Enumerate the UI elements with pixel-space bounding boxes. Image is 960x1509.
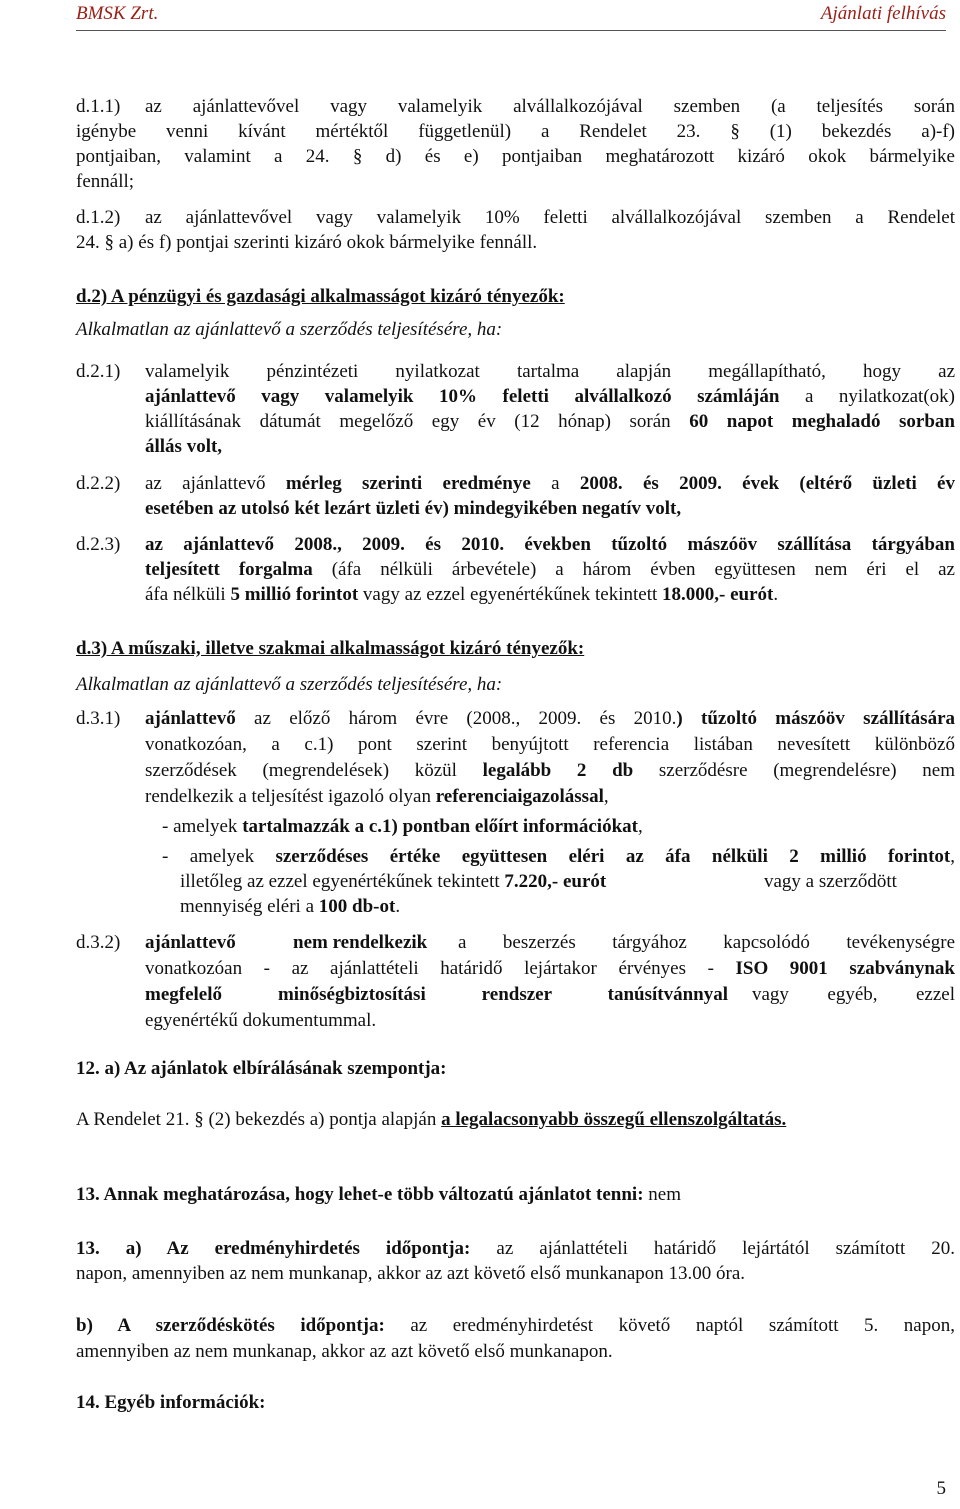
d3-heading: d.3) A műszaki, illetve szakmai alkalmasságot kizáró tényezők: <box>76 638 585 659</box>
item-label-d22: d.2.2) <box>76 473 121 494</box>
s14-heading: 14. Egyéb információk: <box>76 1392 266 1413</box>
d21-line2: ajánlattevő vagy valamelyik 10% feletti alvállalkozó számláján a nyilatkozat(ok) <box>145 386 955 407</box>
s12-heading: 12. a) Az ajánlatok elbírálásának szempontja: <box>76 1058 447 1079</box>
s13b-line1: b) A szerződéskötés időpontja: az eredményhirdetést követő naptól számított 5. napon, <box>76 1315 955 1336</box>
d22-line2: esetében az utolsó két lezárt üzleti év) mindegyikében negatív volt, <box>145 498 682 519</box>
d3-intro: Alkalmatlan az ajánlattevő a szerződés teljesítésére, ha: <box>76 674 503 695</box>
d32-line4: egyenértékű dokumentummal. <box>145 1010 377 1031</box>
item-label-d31: d.3.1) <box>76 708 121 729</box>
d31-line2: vonatkozóan, a c.1) pont szerint benyújtott referencia listában nevesített különböző <box>145 734 955 755</box>
d31-bullet1: - amelyek tartalmazzák a c.1) pontban előírt információkat, <box>162 816 643 837</box>
d32-line3-rest: vagy egyéb, ezzel <box>752 984 955 1005</box>
item-label-d11: d.1.1) <box>76 96 121 117</box>
d23-line3: áfa nélküli 5 millió forintot vagy az ezzel egyenértékűnek tekintett 18.000,- eurót. <box>145 584 779 605</box>
d32-word1: ajánlattevő <box>145 932 236 953</box>
s13a-line2: napon, amennyiben az nem munkanap, akkor az azt követő első munkanapon 13.00 óra. <box>76 1263 746 1284</box>
s13b-line2: amennyiben az nem munkanap, akkor az azt követő első munkanapon. <box>76 1341 613 1362</box>
s13-line: 13. Annak meghatározása, hogy lehet-e több változatú ajánlatot tenni: nem <box>76 1184 682 1205</box>
d32-line2: vonatkozóan - az ajánlattételi határidő lejártakor érvényes - ISO 9001 szabványnak <box>145 958 955 979</box>
d22-line1: az ajánlattevő mérleg szerinti eredménye a 2008. és 2009. évek (eltérő üzleti év <box>145 473 955 494</box>
d12-line1: az ajánlattevővel vagy valamelyik 10% feletti alvállalkozójával szemben a Rendelet <box>145 207 955 228</box>
s12-text: A Rendelet 21. § (2) bekezdés a) pontja alapján a legalacsonyabb összegű ellenszolgáltatás. <box>76 1109 787 1130</box>
d11-line4: fennáll; <box>76 171 135 192</box>
header-doc-type: Ajánlati felhívás <box>820 3 946 24</box>
header-company: BMSK Zrt. <box>76 3 159 24</box>
page-number: 5 <box>936 1478 946 1499</box>
d31-line4: rendelkezik a teljesítést igazoló olyan referenciaigazolással, <box>145 786 609 807</box>
item-label-d12: d.1.2) <box>76 207 121 228</box>
d31-bullet2-end: mennyiség eléri a 100 db-ot. <box>180 896 401 917</box>
page-header <box>76 0 946 31</box>
s13a-line1: 13. a) Az eredményhirdetés időpontja: az ajánlattételi határidő lejártától számított 20. <box>76 1238 955 1259</box>
d2-heading: d.2) A pénzügyi és gazdasági alkalmasságot kizáró tényezők: <box>76 286 565 307</box>
d32-word2: nem rendelkezik <box>293 932 428 953</box>
d11-line2: igénybe venni kívánt mértéktől függetlenül) a Rendelet 23. § (1) bekezdés a)-f) <box>76 121 955 142</box>
d32-line1-rest: a beszerzés tárgyához kapcsolódó tevékenységre <box>458 932 955 953</box>
d31-bullet2-cont: illetőleg az ezzel egyenértékűnek tekintett 7.220,- eurót <box>180 871 607 892</box>
d2-intro: Alkalmatlan az ajánlattevő a szerződés teljesítésére, ha: <box>76 319 503 340</box>
d11-line3: pontjaiban, valamint a 24. § d) és e) pontjaiban meghatározott kizáró okok bármelyike <box>76 146 955 167</box>
d31-line3: szerződések (megrendelések) közül legalább 2 db szerződésre (megrendelésre) nem <box>145 760 956 781</box>
d31-bullet2: - amelyek szerződéses értéke együttesen eléri az áfa nélküli 2 millió forintot, <box>162 846 955 867</box>
item-label-d32: d.3.2) <box>76 932 121 953</box>
d12-line2: 24. § a) és f) pontjai szerinti kizáró okok bármelyike fennáll. <box>76 232 538 253</box>
item-label-d23: d.2.3) <box>76 534 121 555</box>
d31-bullet2-cont-end: vagy a szerződött <box>764 871 897 892</box>
item-label-d21: d.2.1) <box>76 361 121 382</box>
d23-line1: az ajánlattevő 2008., 2009. és 2010. években tűzoltó mászóöv szállítása tárgyában <box>145 534 955 555</box>
d21-line1: valamelyik pénzintézeti nyilatkozat tartalma alapján megállapítható, hogy az <box>145 361 955 382</box>
d21-line3: kiállításának dátumát megelőző egy év (12 hónap) során 60 napot meghaladó sorban <box>145 411 955 432</box>
d31-line1: ajánlattevő az előző három évre (2008., 2009. és 2010.) tűzoltó mászóöv szállítására <box>145 708 955 729</box>
d11-line1: az ajánlattevővel vagy valamelyik alvállalkozójával szemben (a teljesítés során <box>145 96 955 117</box>
d21-line4: állás volt, <box>145 436 223 457</box>
d23-line2: teljesített forgalma (áfa nélküli árbevétele) a három évben együttesen nem éri el az <box>145 559 955 580</box>
d32-line3-bold: megfelelő minőségbiztosítási rendszer tanúsítvánnyal <box>145 984 728 1005</box>
